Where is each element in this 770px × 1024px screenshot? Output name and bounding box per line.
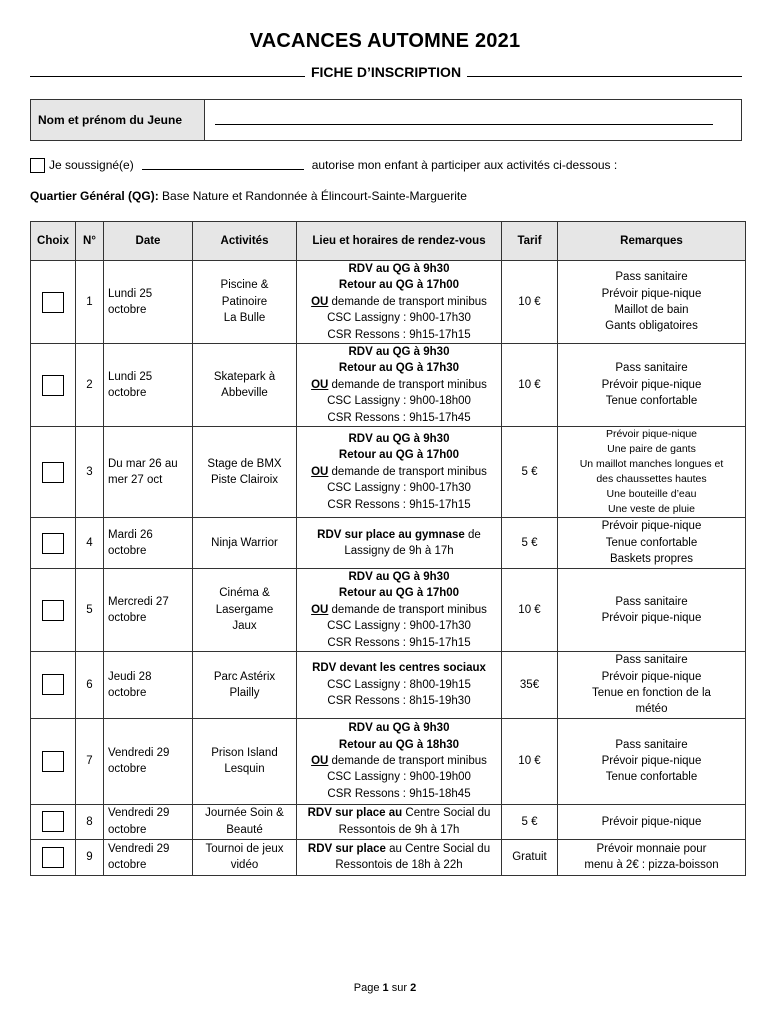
activity-remarks [558,569,746,652]
activity-number: 1 [76,261,104,344]
remark-line: Prévoir pique-nique [601,612,702,625]
pickup-time-line: CSC Lassigny : 9h00-17h30 [327,620,471,633]
remark-line: Pass sanitaire [615,271,688,284]
activity-date [104,804,193,839]
minibus-text: demande de transport minibus [328,295,487,308]
activity-name [193,344,297,427]
subtitle-rule-right [467,76,742,77]
activity-line: Patinoire [221,295,268,308]
pickup-time-line: Ressontois de 18h à 22h [335,859,463,872]
activity-name [193,427,297,518]
activity-price: Gratuit [502,839,558,875]
activity-line: vidéo [230,859,259,872]
remark-line: Prévoir pique-nique [601,755,702,768]
date-line: Mardi 26 [108,528,153,541]
meeting-time-line: Retour au QG à 17h00 [338,449,460,462]
consent-suffix: autorise mon enfant à participer aux activités ci-dessous : [311,158,618,172]
pickup-time-line: CSR Ressons : 9h15-17h15 [327,636,471,649]
activity-number: 2 [76,344,104,427]
ou-keyword: OU [311,295,329,308]
choice-cell [31,652,76,719]
remark-line: Un maillot manches longues et [579,458,724,471]
activity-name [193,261,297,344]
activity-choice-checkbox[interactable] [42,751,64,772]
meeting-time-line: Retour au QG à 17h30 [338,362,460,375]
activity-choice-checkbox[interactable] [42,292,64,313]
meeting-place-bold: RDV sur place au [307,807,403,820]
remark-line: Prévoir pique-nique [601,520,702,533]
meeting-time-line: RDV au QG à 9h30 [348,346,450,359]
date-line: Vendredi 29 [108,746,170,759]
pickup-time-line: CSR Ressons : 9h15-17h15 [327,498,471,511]
header-date: Date [104,222,193,261]
meeting-place-text: au Centre Social du [385,842,491,855]
date-line: octobre [108,823,147,836]
headquarters-line [30,189,467,203]
footer-sur: sur [391,982,408,994]
remark-line: Prévoir pique-nique [605,428,698,441]
footer-page-label: Page [353,982,380,994]
meeting-place-line [297,805,501,821]
activity-line: Cinéma & [219,587,270,600]
activity-choice-checkbox[interactable] [42,375,64,396]
header-activites: Activités [193,222,297,261]
activity-name [193,652,297,719]
activity-number: 8 [76,804,104,839]
pickup-time-line: CSR Ressons : 8h15-19h30 [327,695,471,708]
remark-line: Tenue confortable [605,395,698,408]
header-numero: N° [76,222,104,261]
consent-prefix: Je soussigné(e) [49,158,134,172]
remark-line: Gants obligatoires [605,320,698,333]
activity-line: Lesquin [224,763,265,776]
ou-keyword: OU [311,465,329,478]
activity-line: Abbeville [221,387,268,400]
document-title: VACANCES AUTOMNE 2021 [249,30,521,52]
meeting-info [297,839,502,875]
ou-keyword: OU [311,603,329,616]
minibus-text: demande de transport minibus [328,465,487,478]
headquarters-value: Base Nature et Randonnée à Élincourt-Sainte-Marguerite [162,189,467,203]
activity-line: Tournoi de jeux [205,842,284,855]
choice-cell [31,518,76,569]
remark-line: Une paire de gants [607,443,696,456]
date-line: Vendredi 29 [108,842,170,855]
ou-keyword: OU [311,378,329,391]
activity-line: Parc Astérix [213,670,276,683]
activity-line: Prison Island [211,746,278,759]
date-line: Mercredi 27 [108,595,169,608]
choice-cell [31,427,76,518]
meeting-info [297,569,502,652]
minibus-option-line [297,377,501,393]
activity-choice-checkbox[interactable] [42,600,64,621]
activity-number: 9 [76,839,104,875]
youth-name-field[interactable] [205,100,741,140]
date-line: octobre [108,304,147,317]
youth-name-blank-line [215,115,713,125]
activity-date [104,569,193,652]
meeting-place-text: de [464,528,481,541]
remark-line: Prévoir monnaie pour [596,842,707,855]
activity-remarks [558,804,746,839]
page-footer [0,982,770,994]
meeting-info [297,718,502,804]
footer-current-page: 1 [382,982,389,994]
activity-line: Skatepark à [213,370,276,383]
meeting-info [297,518,502,569]
remark-line: Maillot de bain [614,304,689,317]
date-line: Vendredi 29 [108,807,170,820]
table-row [31,718,746,804]
subtitle-rule-left [30,76,305,77]
pickup-time-line: CSR Ressons : 9h15-17h15 [327,328,471,341]
meeting-info [297,804,502,839]
remark-line: Tenue confortable [605,771,698,784]
remark-line: Pass sanitaire [615,738,688,751]
choice-cell [31,261,76,344]
date-line: octobre [108,545,147,558]
date-line: mer 27 oct [108,474,163,487]
meeting-place-line [297,841,501,857]
remark-line: menu à 2€ : pizza-boisson [584,859,719,872]
choice-cell [31,839,76,875]
activity-number: 5 [76,569,104,652]
activity-price: 5 € [502,804,558,839]
header-remarques: Remarques [558,222,746,261]
meeting-place-line [297,527,501,543]
minibus-text: demande de transport minibus [328,755,487,768]
remark-line: Prévoir pique-nique [601,815,702,828]
meeting-time-line: Retour au QG à 18h30 [338,738,460,751]
table-row [31,427,746,518]
remark-line: Pass sanitaire [615,595,688,608]
meeting-place-bold: RDV sur place [307,842,386,855]
activity-price: 10 € [502,261,558,344]
activity-date [104,839,193,875]
date-line: octobre [108,387,147,400]
activity-price: 5 € [502,518,558,569]
meeting-info [297,344,502,427]
remark-line: Une veste de pluie [608,503,695,516]
activity-number: 7 [76,718,104,804]
minibus-option-line [297,753,501,769]
minibus-option-line [297,294,501,310]
meeting-time-line: Retour au QG à 17h00 [338,279,460,292]
pickup-time-line: CSR Ressons : 9h15-17h45 [327,411,471,424]
remark-line: des chaussettes hautes [596,473,707,486]
activity-name [193,804,297,839]
activity-price: 10 € [502,718,558,804]
activity-number: 3 [76,427,104,518]
header-tarif: Tarif [502,222,558,261]
activity-date [104,344,193,427]
footer-total-pages: 2 [410,982,417,994]
activity-choice-checkbox[interactable] [42,533,64,554]
activity-remarks [558,344,746,427]
activity-line: Lasergame [215,603,274,616]
meeting-info [297,261,502,344]
choice-cell [31,344,76,427]
activity-price: 35€ [502,652,558,719]
activity-date [104,718,193,804]
youth-name-label: Nom et prénom du Jeune [31,100,205,140]
date-line: Jeudi 28 [108,670,152,683]
meeting-time-line: RDV au QG à 9h30 [348,571,450,584]
activity-remarks [558,652,746,719]
activity-price: 10 € [502,569,558,652]
choice-cell [31,718,76,804]
table-row [31,839,746,875]
remark-line: Tenue en fonction de la [592,686,711,699]
remark-line: Pass sanitaire [615,362,688,375]
activity-line: Jaux [232,620,257,633]
activity-choice-checkbox[interactable] [42,462,64,483]
activity-number: 6 [76,652,104,719]
activity-choice-checkbox[interactable] [42,674,64,695]
pickup-time-line: CSC Lassigny : 9h00-19h00 [327,771,471,784]
date-line: Lundi 25 [108,370,153,383]
pickup-time-line: CSC Lassigny : 9h00-17h30 [327,482,471,495]
activity-remarks [558,261,746,344]
pickup-time-line: Lassigny de 9h à 17h [344,545,454,558]
activity-line: Ninja Warrior [211,536,278,549]
parent-name-blank-line[interactable] [142,160,304,170]
meeting-time-line: RDV au QG à 9h30 [348,433,450,446]
meeting-time-line: Retour au QG à 17h00 [338,587,460,600]
activity-date [104,261,193,344]
activity-line: Beauté [226,823,263,836]
activity-line: La Bulle [223,312,266,325]
activity-line: Piscine & [220,279,269,292]
pickup-time-line: CSC Lassigny : 9h00-17h30 [327,312,471,325]
youth-name-box [30,99,742,141]
table-row [31,261,746,344]
activity-date [104,427,193,518]
choice-cell [31,569,76,652]
minibus-text: demande de transport minibus [328,603,487,616]
pickup-time-line: CSC Lassigny : 9h00-18h00 [327,395,471,408]
date-line: octobre [108,763,147,776]
activity-remarks [558,839,746,875]
table-row [31,344,746,427]
table-row [31,804,746,839]
activity-name [193,518,297,569]
remark-line: météo [635,703,668,716]
header-choix: Choix [31,222,76,261]
date-line: octobre [108,612,147,625]
table-row [31,518,746,569]
meeting-place-text: Centre Social du [402,807,491,820]
remark-line: Pass sanitaire [615,654,688,667]
meeting-info [297,652,502,719]
activity-name [193,718,297,804]
remark-line: Une bouteille d’eau [606,488,697,501]
header-lieu-horaires: Lieu et horaires de rendez-vous [297,222,502,261]
minibus-text: demande de transport minibus [328,378,487,391]
minibus-option-line [297,464,501,480]
activity-remarks [558,427,746,518]
remark-line: Tenue confortable [605,536,698,549]
table-row [31,569,746,652]
table-row [31,652,746,719]
meeting-time-line: RDV devant les centres sociaux [312,662,486,675]
activity-price: 5 € [502,427,558,518]
meeting-time-line: RDV au QG à 9h30 [348,722,450,735]
table-header-row [31,222,746,261]
form-subtitle: FICHE D’INSCRIPTION [310,64,462,80]
activity-name [193,569,297,652]
meeting-place-bold: RDV sur place au gymnase [317,528,465,541]
activities-table [30,221,746,876]
date-line: Lundi 25 [108,287,153,300]
remark-line: Prévoir pique-nique [601,287,702,300]
date-line: Du mar 26 au [108,457,178,470]
activity-date [104,652,193,719]
activity-choice-checkbox[interactable] [42,811,64,832]
remark-line: Prévoir pique-nique [601,670,702,683]
headquarters-label: Quartier Général (QG): [30,189,159,203]
minibus-option-line [297,602,501,618]
pickup-time-line: Ressontois de 9h à 17h [338,823,460,836]
pickup-time-line: CSR Ressons : 9h15-18h45 [327,787,471,800]
activity-line: Stage de BMX [207,457,282,470]
activity-remarks [558,718,746,804]
activity-name [193,839,297,875]
pickup-time-line: CSC Lassigny : 8h00-19h15 [327,678,471,691]
remark-line: Prévoir pique-nique [601,378,702,391]
activity-line: Piste Clairoix [210,474,279,487]
activity-line: Journée Soin & [205,807,284,820]
activity-line: Plailly [229,686,260,699]
subtitle-row [30,60,742,80]
activity-remarks [558,518,746,569]
meeting-time-line: RDV au QG à 9h30 [348,263,450,275]
activity-price: 10 € [502,344,558,427]
date-line: octobre [108,859,147,872]
choice-cell [31,804,76,839]
ou-keyword: OU [311,755,329,768]
activity-number: 4 [76,518,104,569]
meeting-info [297,427,502,518]
parental-consent [30,156,617,174]
remark-line: Baskets propres [609,553,694,566]
date-line: octobre [108,686,147,699]
consent-checkbox[interactable] [30,158,45,173]
activity-choice-checkbox[interactable] [42,847,64,868]
activity-date [104,518,193,569]
